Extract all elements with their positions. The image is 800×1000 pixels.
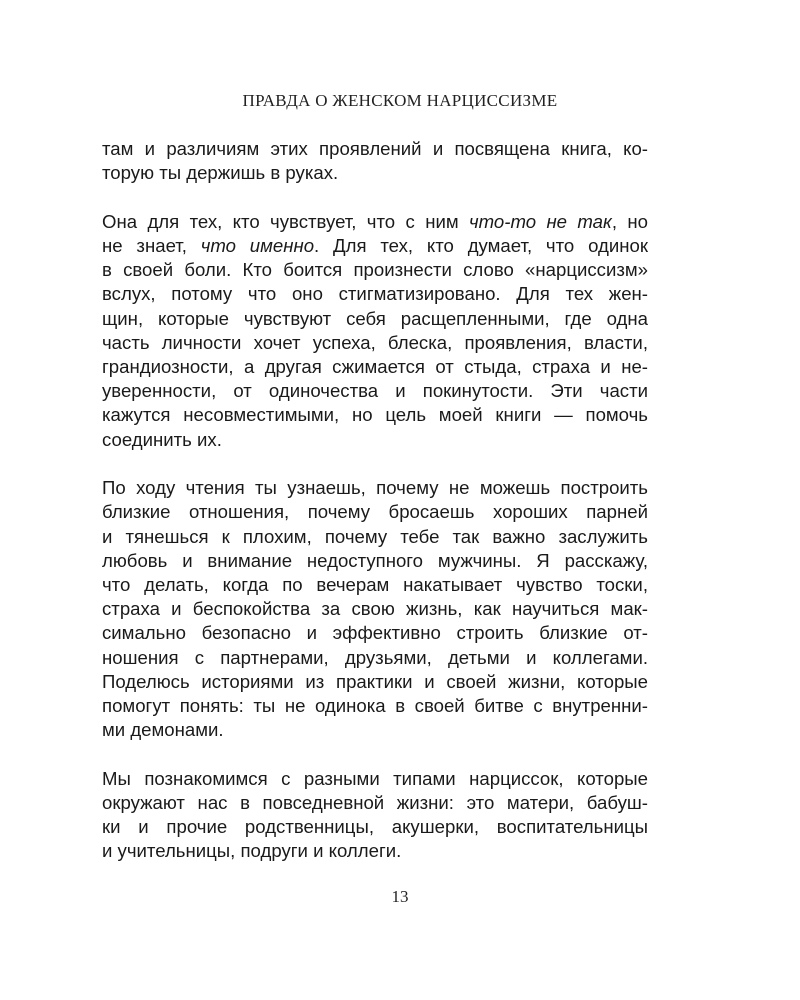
text-segment: Она для тех, кто чувствует, что с ним (102, 210, 470, 232)
text-segment: в своей боли. Кто боится произнести слово «нарциссизм» (102, 259, 648, 281)
text-segment: страха и беспокойства за свою жизнь, как научиться мак- (102, 598, 648, 620)
paragraph (102, 767, 648, 864)
text-line (102, 815, 648, 839)
italic-phrase: что-то не так (469, 210, 612, 232)
text-segment: торую ты держишь в руках. (102, 162, 339, 184)
text-segment: ки и прочие родственницы, акушерки, воспитательницы (102, 816, 648, 838)
text-segment: и учительницы, подруги и коллеги. (102, 840, 402, 862)
text-line (102, 476, 648, 500)
paragraph-gap (102, 742, 648, 767)
running-header: ПРАВДА О ЖЕНСКОМ НАРЦИССИЗМЕ (242, 91, 558, 110)
text-line (102, 597, 648, 621)
paragraph (102, 137, 648, 185)
text-segment: ношения с партнерами, друзьями, детьми и коллегами. (102, 646, 648, 668)
text-line (102, 767, 648, 791)
text-segment: часть личности хочет успеха, блеска, проявления, власти, (102, 331, 648, 353)
text-segment: кажутся несовместимыми, но цель моей книги — помочь (102, 404, 648, 426)
text-segment: ми демонами. (102, 719, 224, 741)
text-line (102, 403, 648, 427)
text-segment: любовь и внимание недоступного мужчины. Я расскажу, (102, 549, 648, 571)
text-line (102, 282, 648, 306)
text-line (102, 525, 648, 549)
text-segment: , но (611, 210, 648, 232)
text-line (102, 379, 648, 403)
text-segment: помогут понять: ты не одинока в своей битве с внутренни- (102, 694, 648, 716)
text-segment: Поделюсь историями из практики и своей жизни, которые (102, 670, 648, 692)
text-line (102, 839, 648, 863)
text-line (102, 161, 648, 185)
text-line (102, 694, 648, 718)
text-line (102, 210, 648, 234)
text-segment: щин, которые чувствуют себя расщепленными, где одна (102, 307, 648, 329)
text-line (102, 428, 648, 452)
text-line (102, 331, 648, 355)
text-segment: По ходу чтения ты узнаешь, почему не можешь построить (102, 477, 648, 499)
text-line (102, 258, 648, 282)
text-line (102, 573, 648, 597)
text-segment: соединить их. (102, 428, 222, 450)
paragraph (102, 210, 648, 452)
text-segment: и тянешься к плохим, почему тебе так важно заслужить (102, 525, 648, 547)
text-line (102, 307, 648, 331)
text-segment: вслух, потому что оно стигматизировано. Для тех жен- (102, 283, 648, 305)
page-number: 13 (391, 887, 409, 906)
text-segment: . Для тех, кто думает, что одинок (314, 235, 648, 257)
text-line (102, 234, 648, 258)
text-line (102, 355, 648, 379)
text-segment: там и различиям этих проявлений и посвящена книга, ко- (102, 138, 648, 159)
paragraph-gap (102, 452, 648, 477)
text-line (102, 500, 648, 524)
text-segment: не знает, (102, 235, 201, 257)
text-line (102, 621, 648, 645)
text-line (102, 670, 648, 694)
text-line (102, 646, 648, 670)
text-segment: грандиозности, а другая сжимается от стыда, страха и не- (102, 356, 648, 377)
italic-phrase: что именно (200, 235, 315, 257)
text-segment: что делать, когда по вечерам накатывает чувство тоски, (102, 574, 648, 595)
body-text (102, 137, 648, 864)
text-segment: окружают нас в повседневной жизни: это матери, бабуш- (102, 792, 648, 813)
paragraph (102, 476, 648, 742)
text-segment: Мы познакомимся с разными типами нарциссок, которые (102, 767, 648, 789)
text-line (102, 791, 648, 815)
text-segment: близкие отношения, почему бросаешь хороших парней (102, 501, 648, 523)
text-segment: уверенности, от одиночества и покинутости. Эти части (102, 380, 648, 402)
text-line (102, 549, 648, 573)
text-segment: симально безопасно и эффективно строить близкие от- (102, 622, 648, 644)
text-line (102, 718, 648, 742)
paragraph-gap (102, 185, 648, 210)
text-line (102, 137, 648, 161)
